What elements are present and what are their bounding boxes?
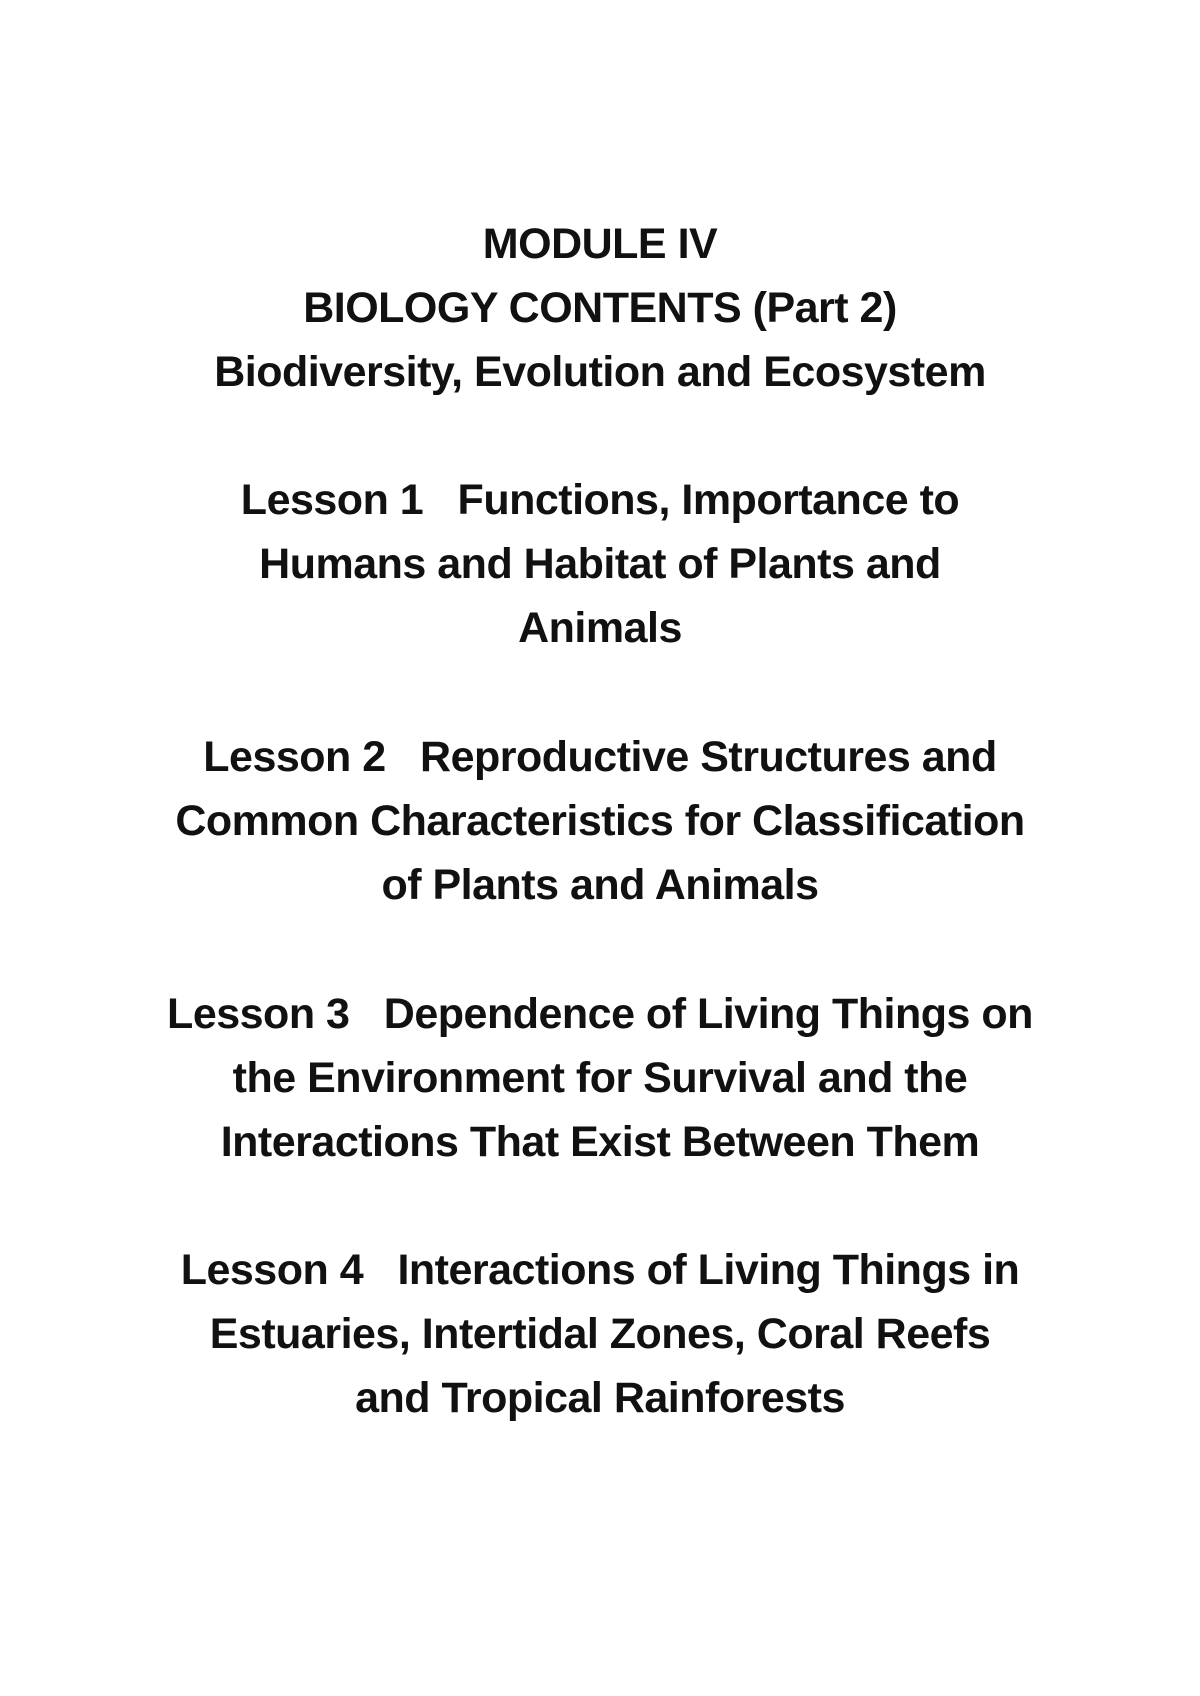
lesson-title-line: Dependence of Living Things on bbox=[383, 990, 1033, 1038]
lesson-title-line: and Tropical Rainforests bbox=[355, 1374, 845, 1422]
lesson-heading-line bbox=[100, 725, 1100, 789]
lesson-heading-line bbox=[100, 1238, 1100, 1302]
module-title: MODULE IV bbox=[482, 220, 718, 268]
lesson-entry bbox=[100, 982, 1100, 1174]
lesson-entry bbox=[100, 468, 1100, 660]
lesson-title-line: Estuaries, Intertidal Zones, Coral Reefs bbox=[209, 1310, 991, 1358]
lesson-title-line: Interactions That Exist Between Them bbox=[220, 1118, 980, 1166]
lesson-number: Lesson 2 bbox=[203, 733, 386, 781]
lesson-title-line: Functions, Importance to bbox=[457, 476, 960, 524]
lesson-number: Lesson 1 bbox=[240, 476, 424, 524]
module-topic: Biodiversity, Evolution and Ecosystem bbox=[214, 348, 986, 396]
lesson-title-line: Interactions of Living Things in bbox=[397, 1246, 1020, 1294]
lesson-entry bbox=[100, 725, 1100, 917]
lesson-number: Lesson 4 bbox=[180, 1246, 364, 1294]
lesson-entry bbox=[100, 1238, 1100, 1430]
lesson-heading-line bbox=[100, 982, 1100, 1046]
lesson-title-line: Reproductive Structures and bbox=[420, 733, 997, 781]
module-subtitle: BIOLOGY CONTENTS (Part 2) bbox=[303, 284, 897, 332]
lesson-title-line: Common Characteristics for Classification bbox=[175, 797, 1025, 845]
lesson-title-line: Animals bbox=[518, 604, 682, 652]
lesson-title-line: of Plants and Animals bbox=[381, 861, 819, 909]
lesson-number: Lesson 3 bbox=[167, 990, 350, 1038]
lesson-title-line: the Environment for Survival and the bbox=[232, 1054, 968, 1102]
lesson-title-line: Humans and Habitat of Plants and bbox=[259, 540, 941, 588]
lesson-heading-line bbox=[100, 468, 1100, 532]
module-header bbox=[100, 212, 1100, 404]
